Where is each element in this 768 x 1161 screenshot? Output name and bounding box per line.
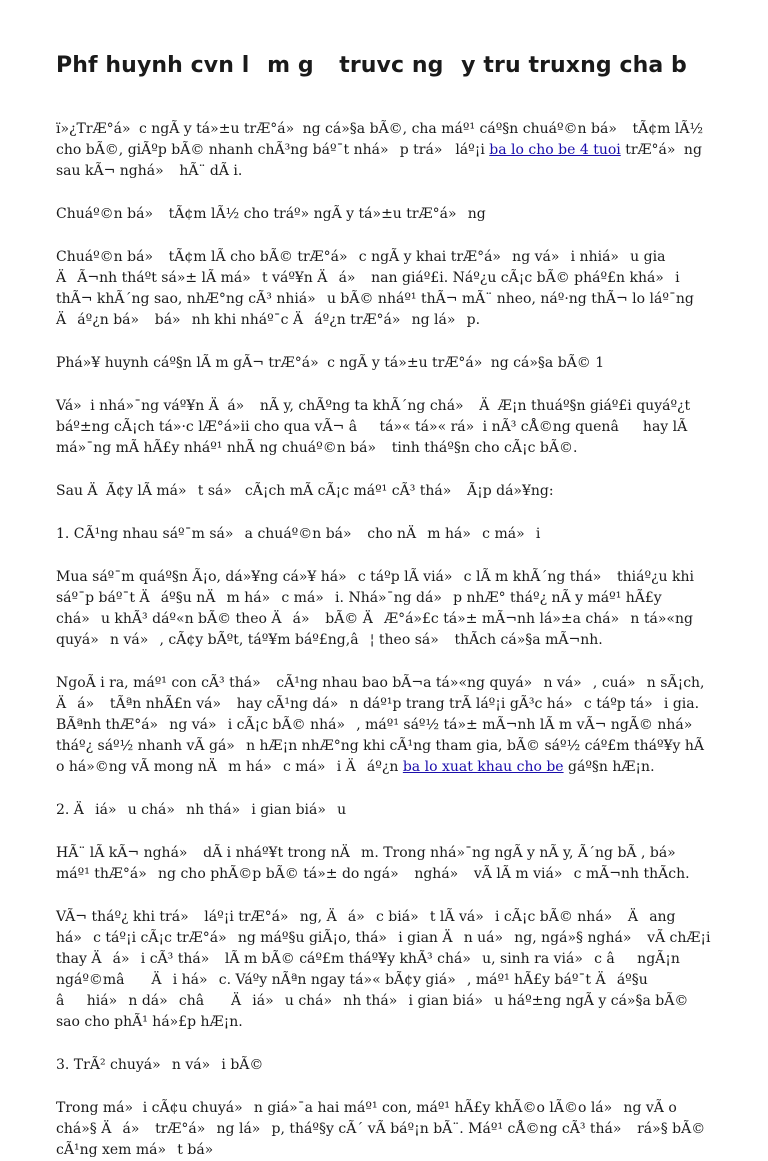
- section-heading: Chuáº©n bá» tÃ¢m lÃ½ cho tráº» ngÃ y tá»±u trÆ°á»ng: [56, 205, 486, 222]
- export-backpack-link[interactable]: ba lo xuat khau cho be: [402, 758, 564, 775]
- section-heading: 2. Äiá»u chá»nh thá»i gian biá»u: [56, 801, 347, 818]
- body-paragraph: Mua sáº¯m quáº§n Ã¡o, dá»¥ng cá»¥ há»c táºp lÃ viá»c lÃ m khÃ´ng thá» thiáº¿u khi sáº¯p báº¯t Äáº§u nÄm há»c má»i. Nhá»¯ng dá»p nhÆ° tháº¿ nÃ y máº¹ hÃ£y chá»u khÃ³ dáº«n bÃ© theo Äá» bÃ© ÄÆ°á»£c tá»± mÃ¬nh lá»±a chá»n tá»«ng quyá»n vá», cÃ¢y bÃºt, táº¥m báº£ng,â¦ theo sá» thÃch cá»§a mÃ¬nh.: [56, 568, 694, 648]
- backpack-link[interactable]: ba lo cho be 4 tuoi: [489, 141, 621, 158]
- body-paragraph: Chuáº©n bá» tÃ¢m lÃ cho bÃ© trÆ°á»c ngÃ y khai trÆ°á»ng vá»i nhiá»u gia ÄÃ¬nh tháºt sá»± lÃ má»t váº¥n Äá» nan giáº£i. Náº¿u cÃ¡c bÃ© pháº£n khá»i thÃ¬ khÃ´ng sao, nhÆ°ng cÃ³ nhiá»u bÃ© nháº¹ thÃ¬ mÃ¨ nheo, náº·ng thÃ¬ lo láº¯ng Äáº¿n bá» bá»nh khi nháº¯c Äáº¿n trÆ°á»ng lá»p.: [56, 248, 694, 328]
- text-segment: gáº§n hÆ¡n.: [563, 758, 655, 775]
- document-title: Phf huynh cvn lm g truvc ngy tru truxng cha b: [56, 53, 705, 78]
- image-caption: Phá»¥ huynh cáº§n lÃ m gÃ¬ trÆ°á»c ngÃ y tá»±u trÆ°á»ng cá»§a bÃ© 1: [56, 354, 605, 371]
- body-paragraph: Vá»i nhá»¯ng váº¥n Äá» nÃ y, chÃºng ta khÃ´ng chá» ÄÆ¡n thuáº§n giáº£i quyáº¿t báº±ng cÃ¡ch tá»·c lÆ°á»ii cho qua vÃ¬ âtá»« tá»« rá»i nÃ³ cÅ©ng quenâ hay lÃ má»¯ng mÃ hÃ£y nháº¹ nhÃ ng chuáº©n bá» tinh tháº§n cho cÃ¡c bÃ©.: [56, 397, 691, 456]
- body-paragraph: Sau ÄÃ¢y lÃ má»t sá» cÃ¡ch mÃ cÃ¡c máº¹ cÃ³ thá» Ã¡p dá»¥ng:: [56, 482, 554, 499]
- body-paragraph: VÃ¬ tháº¿ khi trá» láº¡i trÆ°á»ng, Äá»c biá»t lÃ vá»i cÃ¡c bÃ© nhá» Äang há»c táº¡i cÃ¡c trÆ°á»ng máº§u giÃ¡o, thá»i gian Än uá»ng, ngá»§ nghá» vÃ chÆ¡i thay Äá»i cÃ³ thá» lÃ m bÃ© cáº£m tháº¥y khÃ³ chá»u, sinh ra viá»c ângÃ¡n ngáº©mâ Äi há»c. Váºy nÃªn ngay tá»« bÃ¢y giá», máº¹ hÃ£y báº¯t Äáº§u âhiá»n dá»châ Äiá»u chá»nh thá»i gian biá»u háº±ng ngÃ y cá»§a bÃ© sao cho phÃ¹ há»£p hÆ¡n.: [56, 908, 711, 1030]
- body-paragraph: [56, 673, 712, 778]
- text-segment: trÆ°á»ng sau kÃ¬ nghá» hÃ¨ dÃ i.: [56, 141, 702, 179]
- intro-paragraph: [56, 119, 712, 182]
- body-paragraph: Trong má»i cÃ¢u chuyá»n giá»¯a hai máº¹ con, máº¹ hÃ£y khÃ©o lÃ©o lá»ng vÃ o chá»§ Äá» trÆ°á»ng lá»p, tháº§y cÃ´ vÃ báº¡n bÃ¨. Máº¹ cÅ©ng cÃ³ thá» rá»§ bÃ© cÃ¹ng xem má»t bá»: [56, 1099, 706, 1158]
- text-segment: NgoÃ i ra, máº¹ con cÃ³ thá» cÃ¹ng nhau bao bÃ¬a tá»«ng quyá»n vá», cuá»n sÃ¡ch, Äá» tÃªn nhÃ£n vá» hay cÃ¹ng dá»n dáº¹p trang trÃ láº¡i gÃ³c há»c táºp tá»i gia. BÃªnh thÆ°á»ng vá»i cÃ¡c bÃ© nhá», máº¹ sáº½ tá»± mÃ¬nh lÃ m vÃ¬ ngÃ© nhá» tháº¿ sáº½ nhanh vÃ gá»n hÆ¡n nhÆ°ng khi cÃ¹ng tham gia, bÃ© sáº½ cáº£m tháº¥y hÃ o há»©ng vÃ mong nÄm há»c má»i Äáº¿n: [56, 674, 705, 775]
- section-heading: 3. TrÃ² chuyá»n vá»i bÃ©: [56, 1056, 264, 1073]
- text-segment: ï»¿TrÆ°á»c ngÃ y tá»±u trÆ°á»ng cá»§a bÃ©, cha máº¹ cáº§n chuáº©n bá» tÃ¢m lÃ½ cho bÃ©, giÃºp bÃ© nhanh chÃ³ng báº¯t nhá»p trá» láº¡i: [56, 120, 704, 158]
- section-heading: 1. CÃ¹ng nhau sáº¯m sá»a chuáº©n bá» cho nÄm há»c má»i: [56, 525, 541, 542]
- body-paragraph: HÃ¨ lÃ kÃ¬ nghá» dÃ i nháº¥t trong nÄm. Trong nhá»¯ng ngÃ y nÃ y, Ã´ng bÃ , bá» máº¹ thÆ°á»ng cho phÃ©p bÃ© tá»± do ngá» nghá» vÃ lÃ m viá»c mÃ¬nh thÃch.: [56, 844, 690, 882]
